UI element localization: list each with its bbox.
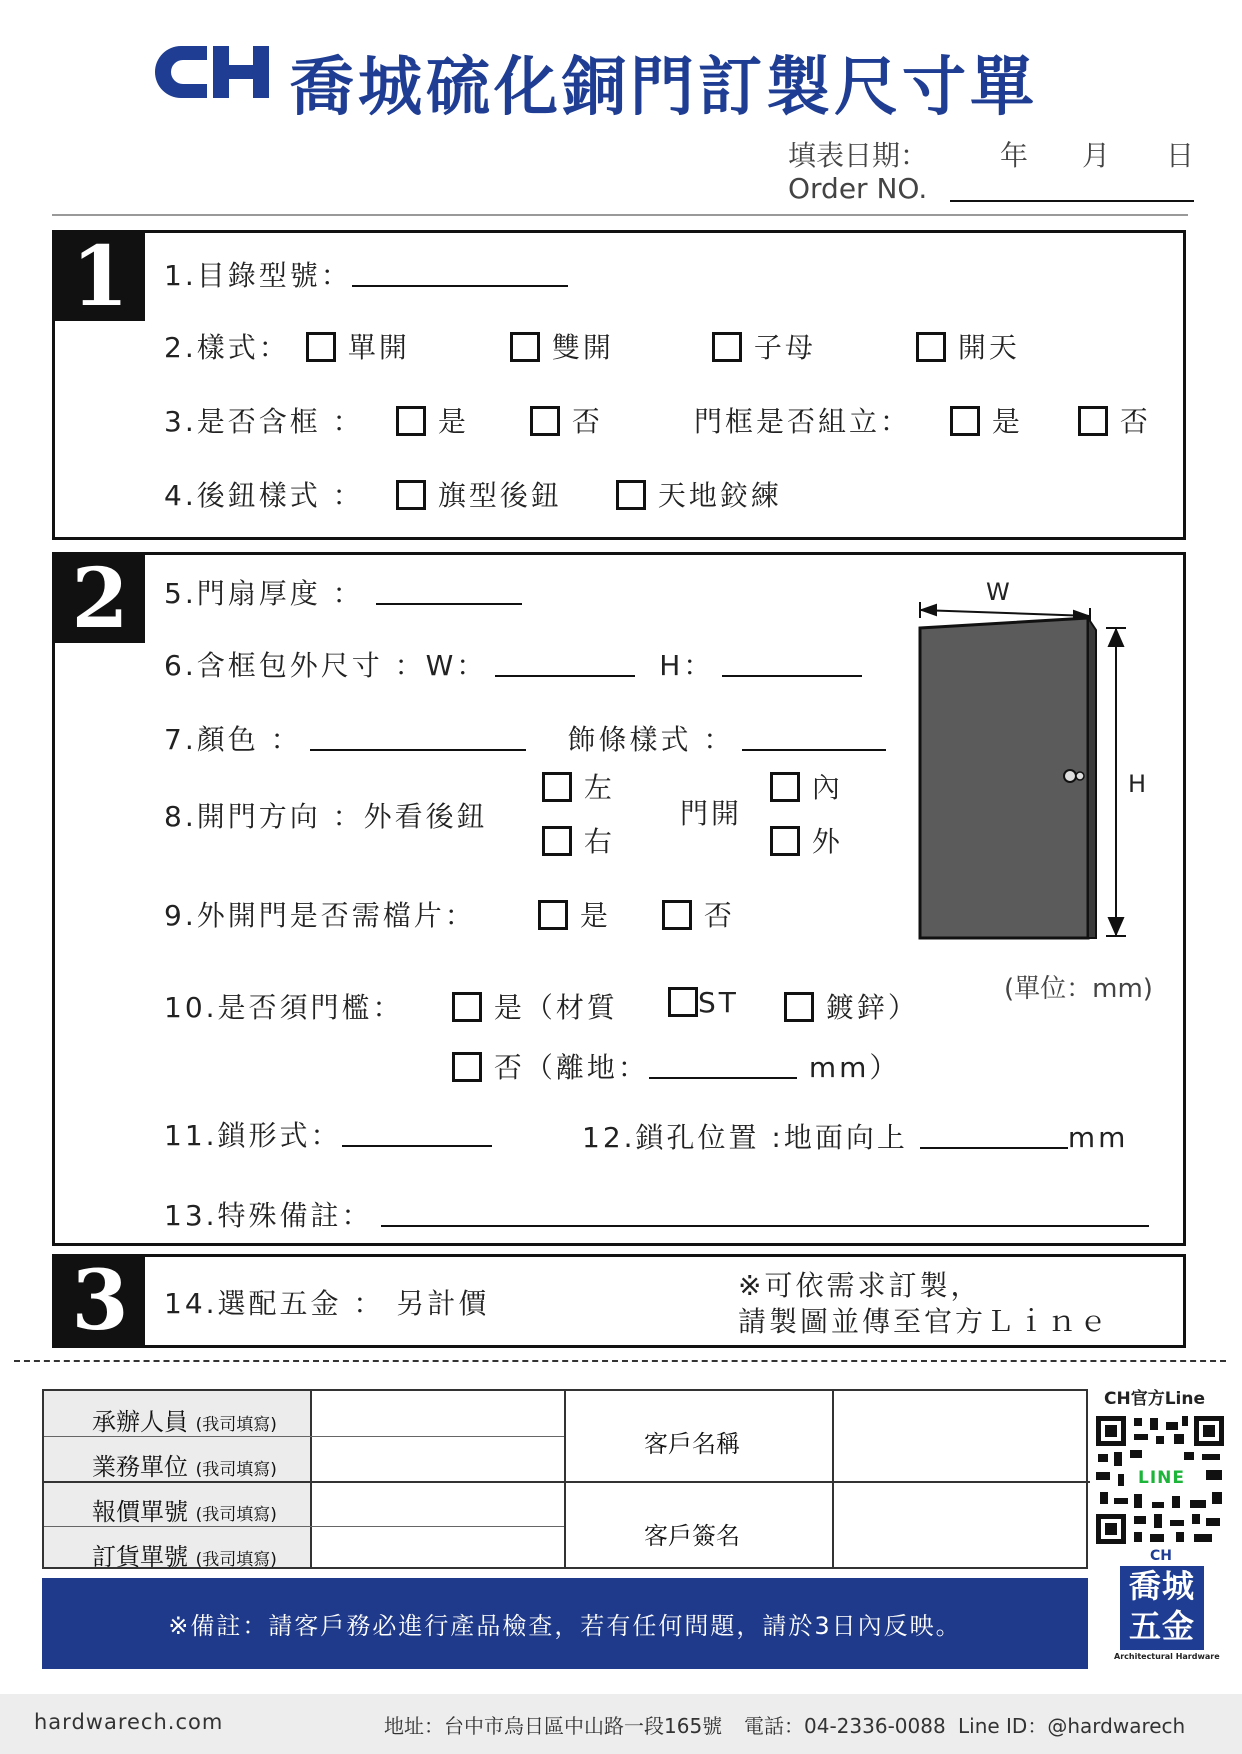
q2-label: 2.樣式： [164,331,290,364]
checkbox[interactable] [662,900,692,930]
line-title: CH官方Line [1104,1389,1205,1409]
month-label: 月 [1082,139,1111,172]
option-label: 開天 [957,331,1020,364]
checkbox[interactable] [950,406,980,436]
checkbox[interactable] [452,992,482,1022]
width-field[interactable] [495,647,635,677]
year-label: 年 [1000,139,1029,172]
remark-banner: ※備註：請客戶務必進行產品檢查，若有任何問題，請於3日內反映。 [42,1578,1088,1669]
row-order-number: 訂貨單號 (我司填寫) [92,1543,277,1571]
q9-label: 9.外開門是否需檔片： [164,899,476,932]
checkbox[interactable] [542,826,572,856]
remarks-field[interactable] [381,1197,1149,1227]
checkbox[interactable] [530,406,560,436]
q7-color [164,718,886,758]
q8-left[interactable] [542,766,615,806]
q1-catalog-model [164,254,568,294]
customer-name-field[interactable] [833,1391,1085,1477]
checkbox[interactable] [510,332,540,362]
website-link[interactable]: hardwarech.com [34,1710,224,1734]
checkbox[interactable] [916,332,946,362]
diagram-h-label: H [1128,770,1147,798]
option-label: 左 [583,771,615,804]
brand-name-2: 五金 [1128,1607,1195,1645]
row-quote-number: 報價單號 (我司填寫) [92,1498,277,1526]
q9-yes[interactable] [538,894,611,934]
option-label: ST [698,986,739,1019]
q11-label: 11.鎖形式： [164,1119,342,1152]
checkbox[interactable] [770,772,800,802]
q13-label: 13.特殊備註： [164,1199,373,1232]
section-2-number: 2 [55,555,145,643]
option-label: 鍍鋅） [825,991,919,1024]
option-label: 雙開 [551,331,614,364]
checkbox[interactable] [784,992,814,1022]
order-number-field[interactable] [950,200,1194,202]
option-label: 否 [1119,405,1151,438]
q8b-outward[interactable] [770,820,843,860]
q8-label: 8.開門方向 ：外看後鈕 [164,800,488,833]
q3b-yes[interactable] [950,400,1023,440]
q3-yes[interactable] [396,400,469,440]
q14-label: 14.選配五金 ： 另計價 [164,1287,490,1320]
option-label: 否（離地： [493,1051,649,1084]
q3-no[interactable] [530,400,603,440]
q3b-label: 門框是否組立： [694,405,912,438]
q4-label: 4.後鈕樣式 ： [164,479,364,512]
checkbox[interactable] [770,826,800,856]
q13-remarks [164,1194,1149,1234]
option-label: 旗型後鈕 [437,479,562,512]
order-label: Order NO. [788,172,928,205]
cut-line [14,1360,1226,1362]
row-sales-unit: 業務單位 (我司填寫) [92,1453,277,1481]
q9-no[interactable] [662,894,735,934]
door-diagram [910,578,1150,950]
q10-label: 10.是否須門檻： [164,991,404,1024]
unit-label: mm [1067,1121,1129,1154]
ch-logo [155,40,273,104]
q5-thickness [164,572,522,612]
q6-label: 6.含框包外尺寸 ：W： [164,649,488,682]
row-handler: 承辦人員 (我司填寫) [92,1408,277,1436]
checkbox[interactable] [668,987,698,1017]
option-label: 否 [703,899,735,932]
checkbox[interactable] [616,480,646,510]
section-3-number: 3 [55,1257,145,1345]
q2-open-sky[interactable] [916,326,1020,366]
brand-name-1: 喬城 [1128,1567,1195,1605]
q10-yes[interactable] [452,986,618,1026]
q6-h-label: H： [659,649,715,682]
option-label: 否 [571,405,603,438]
q3-label: 3.是否含框 ： [164,405,364,438]
option-label: 子母 [753,331,816,364]
option-label: 是 [579,899,611,932]
q10-no[interactable] [452,1046,900,1086]
checkbox[interactable] [396,480,426,510]
door-panel [920,618,1088,938]
q10-galvanized[interactable] [784,986,919,1026]
q12-label: 12.鎖孔位置 :地面向上 [582,1121,908,1154]
ground-clearance-field[interactable] [649,1049,797,1079]
q5-label: 5.門扇厚度 ： [164,577,364,610]
q8-right[interactable] [542,820,615,860]
checkbox[interactable] [712,332,742,362]
diagram-w-label: W [986,578,1010,606]
option-label: 單開 [347,331,410,364]
brand-badge [1120,1566,1204,1650]
checkbox[interactable] [452,1052,482,1082]
address-text: 地址：台中市烏日區中山路一段165號 [384,1714,723,1738]
phone-text: 電話：04-2336-0088 [744,1714,946,1738]
q2-single[interactable] [306,326,410,366]
q1-label: 1.目錄型號： [164,259,352,292]
custom-note-2: 請製圖並傳至官方Ｌｉｎｅ [738,1305,1111,1338]
option-label: 內 [811,771,843,804]
custom-note-1: ※可依需求訂製， [738,1269,982,1302]
brand-subtitle: Architectural Hardware [1114,1652,1220,1661]
option-label: 是 [437,405,469,438]
header-divider [52,214,1188,216]
line-id-text: Line ID：@hardwarech [958,1714,1186,1738]
height-arrow [1106,628,1126,936]
lock-type-field[interactable] [342,1117,492,1147]
customer-sign-field[interactable] [833,1481,1085,1567]
q7b-label: 飾條樣式 ： [567,723,735,756]
day-label: 日 [1166,139,1195,172]
customer-sign-label: 客戶簽名 [644,1522,740,1550]
unit-note: (單位：mm) [1004,974,1153,1004]
q2-double[interactable] [510,326,614,366]
checkbox[interactable] [306,332,336,362]
option-label: 右 [583,825,615,858]
checkbox[interactable] [542,772,572,802]
catalog-model-field[interactable] [352,257,568,287]
brand-logo-small: CH [1150,1548,1172,1564]
q4-flag-hinge[interactable] [396,474,562,514]
page-title: 喬城硫化銅門訂製尺寸單 [290,51,1038,125]
section-1-number: 1 [55,233,145,321]
customer-name-label: 客戶名稱 [644,1430,740,1458]
door-knob-icon [1064,770,1076,782]
q11-lock-type [164,1114,492,1154]
q8b-label: 門開 [680,797,743,830]
height-field[interactable] [722,647,862,677]
unit-label: mm） [808,1051,901,1084]
trim-style-field[interactable] [742,721,886,751]
q8b-inward[interactable] [770,766,843,806]
q6-outer-size [164,644,862,684]
checkbox[interactable] [1078,406,1108,436]
q2-style [164,326,290,366]
thickness-field[interactable] [376,575,522,605]
q12-lock-position [582,1116,1128,1156]
line-badge: LINE [1138,1468,1185,1488]
color-field[interactable] [310,721,526,751]
q3b-no[interactable] [1078,400,1151,440]
option-label: 天地鉸練 [657,479,782,512]
q2-mother-child[interactable] [712,326,816,366]
lock-height-field[interactable] [920,1119,1068,1149]
option-label: 是 [991,405,1023,438]
option-label: 是（材質 [493,991,618,1024]
q10-st[interactable] [668,986,739,1019]
q4-pivot-hinge[interactable] [616,474,782,514]
q7-label: 7.顏色 ： [164,723,302,756]
checkbox[interactable] [538,900,568,930]
option-label: 外 [811,825,843,858]
date-label: 填表日期： [788,139,929,172]
checkbox[interactable] [396,406,426,436]
